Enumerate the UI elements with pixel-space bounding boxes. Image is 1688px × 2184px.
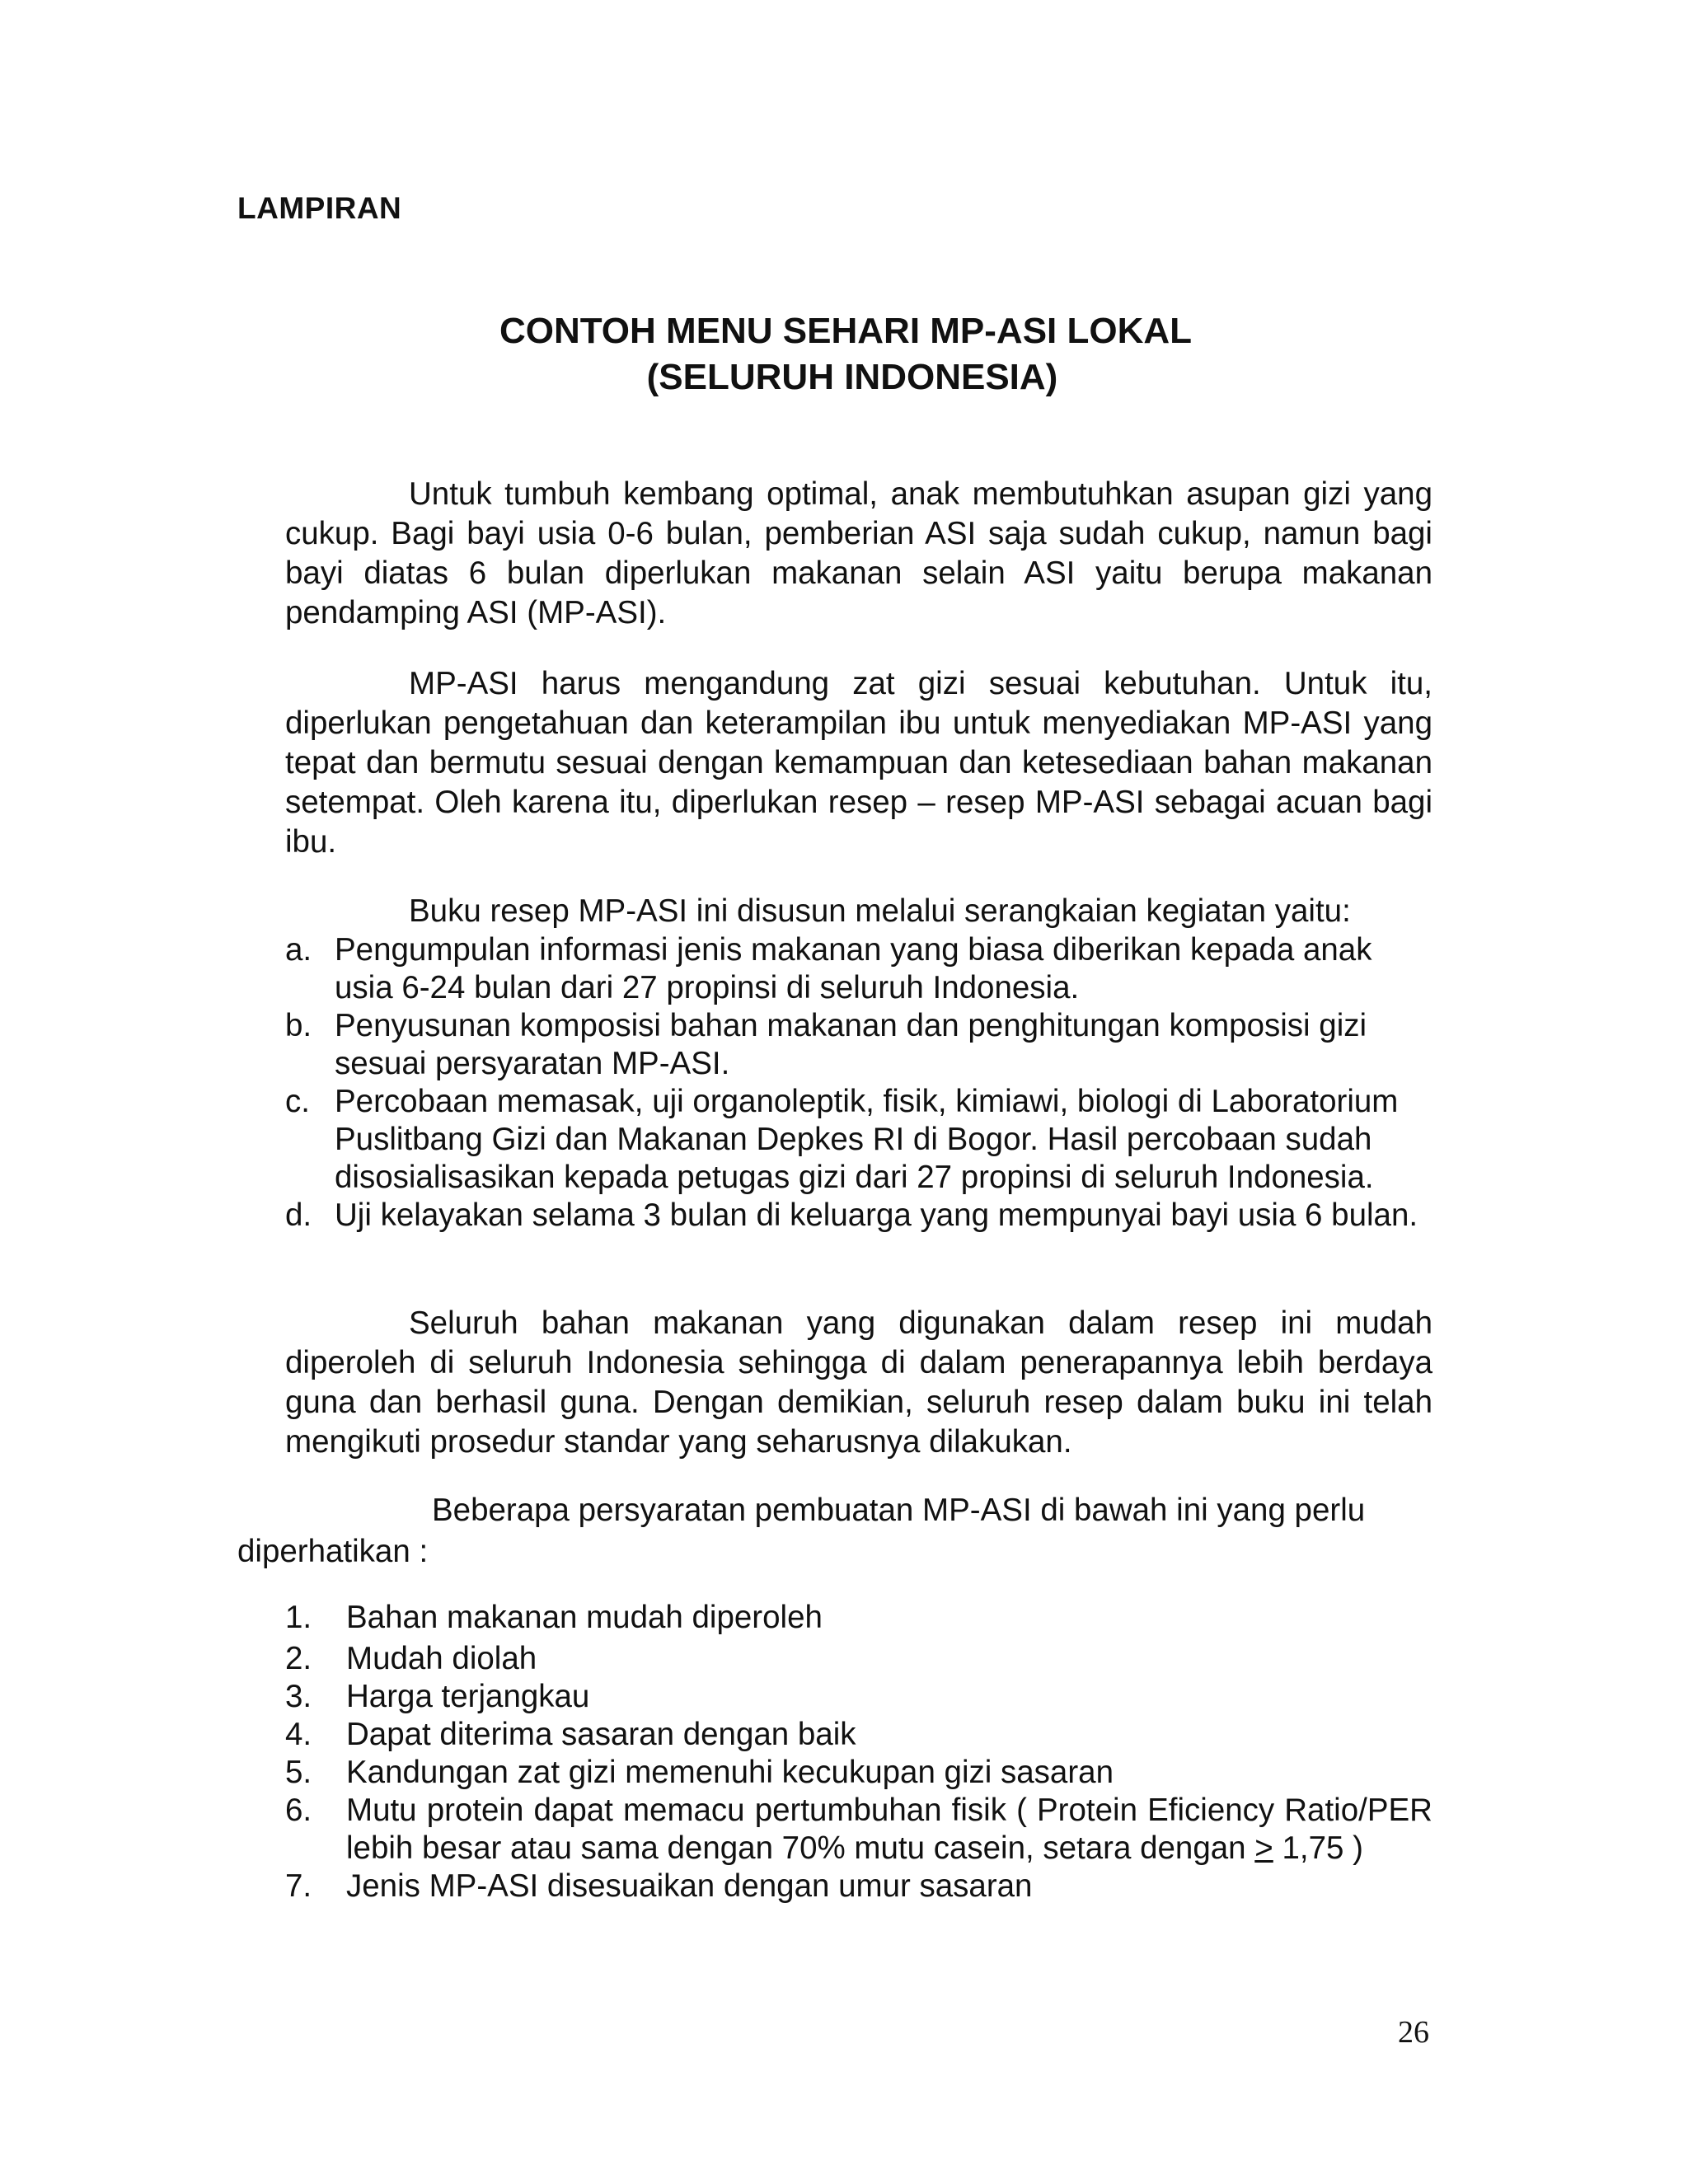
list-item-text: Pengumpulan informasi jenis makanan yang biasa diberikan kepada anak usia 6-24 bulan dari 27 propinsi di seluruh Indonesia. [335,932,1372,1005]
list-item-text-part: 1,75 ) [1273,1830,1363,1866]
list-marker: 6. [285,1793,312,1828]
requirements-intro-line1: Beberapa persyaratan pembuatan MP-ASI di bawah ini yang perlu [432,1493,1366,1528]
list-item-text-part: Mutu protein dapat memacu pertumbuhan fisik ( Protein Eficiency Ratio/PER lebih besar atau sama dengan 70% mutu casein, setara dengan [346,1793,1432,1866]
paragraph-requirements-intro [237,1490,1432,1572]
list-item [285,1754,1432,1792]
list-item [285,1868,1432,1905]
list-item-text: Kandungan zat gizi memenuhi kecukupan gizi sasaran [346,1755,1114,1790]
list-marker: b. [285,1008,312,1043]
list-item-text: Dapat diterima sasaran dengan baik [346,1717,856,1752]
list-marker: 5. [285,1755,312,1790]
list-marker: 4. [285,1717,312,1752]
list-marker: 3. [285,1679,312,1714]
list-item [285,931,1432,1007]
list-item-text: Penyusunan komposisi bahan makanan dan penghitungan komposisi gizi sesuai persyaratan MP-ASI. [335,1008,1367,1081]
list-item-text: Mudah diolah [346,1641,537,1676]
page-number: 26 [1398,2015,1429,2050]
paragraph-intro: Untuk tumbuh kembang optimal, anak membutuhkan asupan gizi yang cukup. Bagi bayi usia 0-6 bulan, pemberian ASI saja sudah cukup, namun bagi bayi diatas 6 bulan diperlukan makanan selain ASI yaitu berupa makanan pendamping ASI (MP-ASI). [285,476,1432,630]
list-item [285,1792,1432,1868]
list-item [285,1640,1432,1678]
list-item-text: Harga terjangkau [346,1679,590,1714]
list-item [285,1678,1432,1716]
page-title: CONTOH MENU SEHARI MP-ASI LOKAL [499,311,1193,351]
list-marker: 7. [285,1868,312,1904]
list-item [285,1716,1432,1754]
list-item [285,1007,1432,1083]
activities-list [285,931,1432,1235]
page-subtitle: (SELURUH INDONESIA) [646,357,1058,397]
appendix-label: LAMPIRAN [237,191,402,225]
list-item-text [346,1793,1432,1866]
paragraph-ingredients: Seluruh bahan makanan yang digunakan dalam resep ini mudah diperoleh di seluruh Indonesia sehingga di dalam penerapannya lebih berdaya guna dan berhasil guna. Dengan demikian, seluruh resep dalam buku ini telah mengikuti prosedur standar yang seharusnya dilakukan. [285,1305,1432,1460]
list-item [285,1599,1432,1637]
list-item-text: Jenis MP-ASI disesuaikan dengan umur sasaran [346,1868,1033,1904]
list-marker: d. [285,1197,312,1233]
greater-equal-symbol: > [1254,1830,1273,1866]
requirements-intro-line2: diperhatikan : [237,1534,429,1569]
list-item-text: Percobaan memasak, uji organoleptik, fisik, kimiawi, biologi di Laboratorium Puslitbang Gizi dan Makanan Depkes RI di Bogor. Hasil percobaan sudah disosialisasikan kepada petugas gizi dari 27 propinsi di seluruh Indonesia. [335,1084,1399,1195]
list-marker: 1. [285,1600,312,1635]
paragraph-activities-intro: Buku resep MP-ASI ini disusun melalui serangkaian kegiatan yaitu: [409,893,1351,929]
list-marker: c. [285,1084,310,1119]
list-item-text: Bahan makanan mudah diperoleh [346,1600,823,1635]
list-marker: a. [285,932,312,968]
requirements-list [285,1599,1432,1905]
paragraph-mpasi-needs: MP-ASI harus mengandung zat gizi sesuai kebutuhan. Untuk itu, diperlukan pengetahuan dan keterampilan ibu untuk menyediakan MP-ASI yang tepat dan bermutu sesuai dengan kemampuan dan ketesediaan bahan makanan setempat. Oleh karena itu, diperlukan resep – resep MP-ASI sebagai acuan bagi ibu. [285,666,1432,860]
list-item-text: Uji kelayakan selama 3 bulan di keluarga yang mempunyai bayi usia 6 bulan. [335,1197,1418,1233]
list-item [285,1083,1432,1197]
list-item [285,1197,1432,1235]
list-marker: 2. [285,1641,312,1676]
